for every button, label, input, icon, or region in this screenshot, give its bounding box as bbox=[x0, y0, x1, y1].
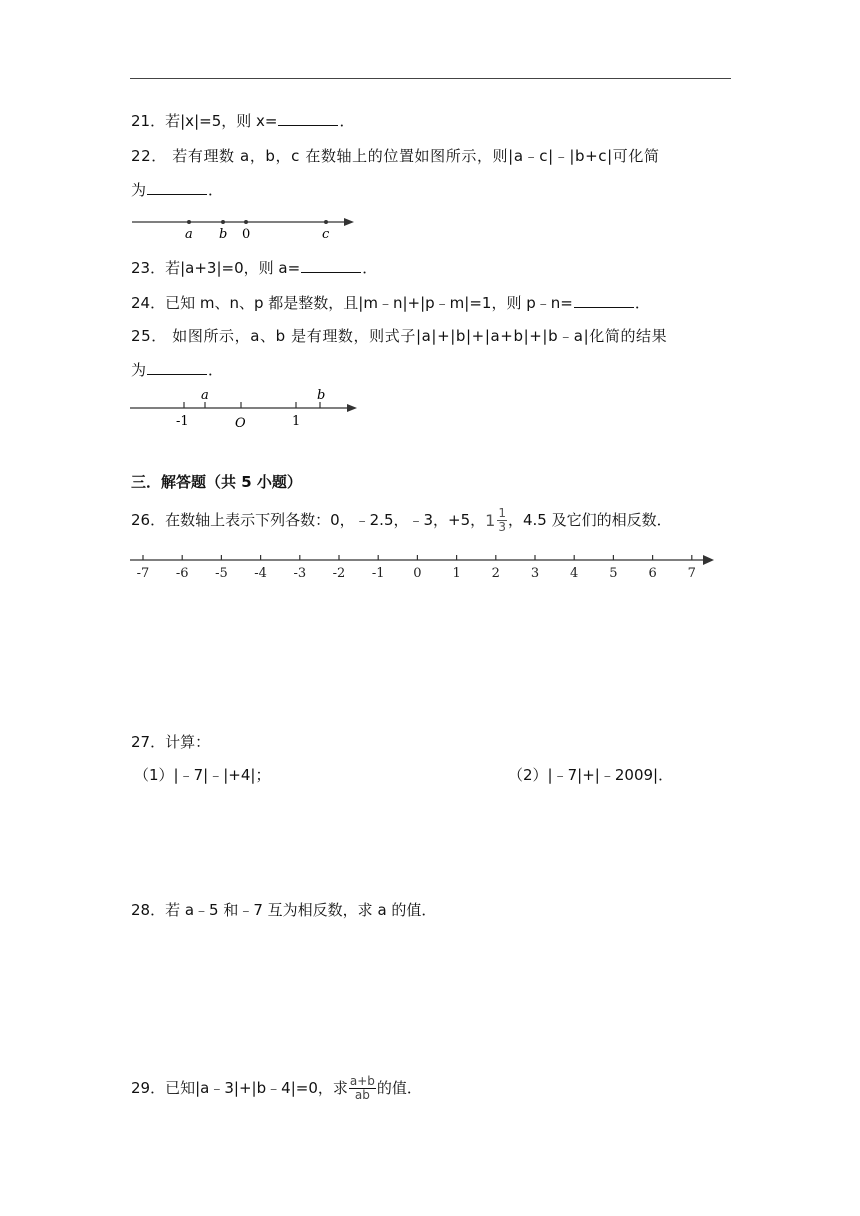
fraction-numerator: 1 bbox=[498, 506, 506, 520]
answer-blank[interactable] bbox=[147, 360, 207, 375]
q23-text-before: 若 bbox=[165, 259, 181, 277]
q27-p2-mid: + bbox=[582, 766, 595, 784]
question-24 bbox=[131, 293, 650, 313]
q29-abs2-content: b﹣4 bbox=[256, 1079, 291, 1097]
q29-abs2: |b﹣4| bbox=[251, 1079, 296, 1097]
q25-abs1: |a| bbox=[415, 327, 438, 345]
part-label: （2） bbox=[508, 766, 548, 784]
q29-plus: + bbox=[238, 1079, 252, 1097]
q24-text-after: =1，则 p﹣n= bbox=[469, 294, 573, 312]
q25-label-neg1: -1 bbox=[176, 414, 189, 429]
q26-text-after: ，4.5 及它们的相反数． bbox=[507, 511, 672, 529]
q27-p1-end: ； bbox=[255, 766, 271, 784]
q27-p1-mid: ﹣ bbox=[208, 766, 224, 784]
axis-tick-label: -5 bbox=[215, 566, 228, 581]
axis-tick-label: -7 bbox=[136, 566, 150, 581]
q22-label-0: 0 bbox=[242, 227, 251, 242]
q25-abs3-content: a+b bbox=[490, 327, 524, 345]
q25-abs4: |b﹣a| bbox=[542, 327, 590, 345]
axis-tick-label: -6 bbox=[175, 566, 189, 581]
fraction-numerator: a+b bbox=[349, 1074, 375, 1088]
question-number: 21． bbox=[131, 112, 166, 130]
q29-abs1: |a﹣3| bbox=[195, 1079, 239, 1097]
q22-tail: 可化简 bbox=[612, 147, 660, 165]
question-26 bbox=[131, 505, 672, 535]
question-27-part1 bbox=[134, 765, 271, 785]
axis-tick-label: 6 bbox=[648, 566, 657, 581]
axis-tick-label: 2 bbox=[491, 566, 500, 581]
q25-abs4-content: b﹣a bbox=[548, 327, 584, 345]
q25-tail: 化简的结果 bbox=[589, 327, 668, 345]
q29-text-before: 29．已知 bbox=[131, 1079, 196, 1097]
q25-line2-text: 为 bbox=[131, 361, 147, 379]
q22-mid: ﹣ bbox=[553, 147, 570, 165]
axis-tick-label: 5 bbox=[609, 566, 618, 581]
axis-tick-label: 4 bbox=[570, 566, 579, 581]
q25-plus: + bbox=[437, 327, 451, 345]
q29-text-after: =0，求 bbox=[295, 1079, 348, 1097]
q23-abs: |a+3| bbox=[180, 259, 222, 277]
q27-p2-abs1: |﹣7| bbox=[547, 766, 583, 784]
axis-tick-label: 1 bbox=[452, 566, 461, 581]
part-label: （1） bbox=[134, 766, 174, 784]
question-22-line1 bbox=[131, 146, 660, 166]
fraction bbox=[497, 507, 507, 534]
q25-abs1-content: a bbox=[421, 327, 432, 345]
q25-abs2-content: b bbox=[455, 327, 467, 345]
q24-abs1: |m﹣n| bbox=[358, 294, 408, 312]
q27-p1-abs1: |﹣7| bbox=[173, 766, 209, 784]
axis-tick-label: -2 bbox=[332, 566, 346, 581]
q27-p2-abs1-content: ﹣7 bbox=[552, 766, 578, 784]
question-25-line1 bbox=[131, 326, 667, 346]
mixed-number bbox=[485, 506, 508, 536]
q27-p1-abs2: |+4| bbox=[223, 766, 256, 784]
q25-abs3: |a+b| bbox=[484, 327, 530, 345]
q22-abs2-content: b+c bbox=[574, 147, 608, 165]
fraction bbox=[349, 1075, 376, 1102]
q22-text: 22． 若有理数 a，b，c 在数轴上的位置如图所示，则 bbox=[131, 147, 509, 165]
answer-blank[interactable] bbox=[147, 180, 207, 195]
axis-tick-label: -4 bbox=[254, 566, 267, 581]
axis-tick-label: 7 bbox=[687, 566, 696, 581]
q22-abs1-content: a﹣c bbox=[513, 147, 549, 165]
q22-end: ． bbox=[208, 181, 224, 199]
question-28: 28．若 a﹣5 和﹣7 互为相反数，求 a 的值． bbox=[131, 901, 437, 919]
q22-abs2: |b+c| bbox=[569, 147, 613, 165]
q21-text-before: 若 bbox=[165, 112, 181, 130]
section-heading: 三．解答题（共 5 小题） bbox=[131, 473, 302, 491]
q22-abs1: |a﹣c| bbox=[508, 147, 554, 165]
q25-end: ． bbox=[208, 361, 224, 379]
q25-number-line bbox=[128, 386, 363, 432]
q27-p2-abs2: |﹣2009| bbox=[594, 766, 659, 784]
q24-abs1-content: m﹣n bbox=[363, 294, 403, 312]
q22-label-c: c bbox=[322, 227, 330, 242]
answer-blank[interactable] bbox=[278, 111, 338, 126]
q22-label-a: a bbox=[185, 227, 193, 242]
q23-end: ． bbox=[362, 259, 378, 277]
q21-abs: |x| bbox=[180, 112, 200, 130]
q25-plus: + bbox=[529, 327, 543, 345]
q26-text-before: 26．在数轴上表示下列各数：0，﹣2.5，﹣3，+5， bbox=[131, 511, 486, 529]
q27-p2-abs2-content: ﹣2009 bbox=[599, 766, 654, 784]
q21-end: ． bbox=[339, 112, 355, 130]
q21-text-after: =5，则 x= bbox=[199, 112, 278, 130]
q25-label-b: b bbox=[317, 388, 326, 403]
answer-blank[interactable] bbox=[574, 293, 634, 308]
q27-p1-abs1-content: ﹣7 bbox=[178, 766, 204, 784]
question-27-part2 bbox=[508, 765, 673, 785]
question-22-line2 bbox=[131, 180, 223, 200]
q21-abs-content: x bbox=[185, 112, 195, 130]
q25-abs2: |b| bbox=[450, 327, 472, 345]
q24-plus: + bbox=[407, 294, 421, 312]
axis-tick-label: -1 bbox=[371, 566, 385, 581]
q25-text: 25． 如图所示，a、b 是有理数，则式子 bbox=[131, 327, 416, 345]
q27-p2-end: ． bbox=[658, 766, 674, 784]
question-23 bbox=[131, 258, 377, 278]
q24-abs2-content: p﹣m bbox=[425, 294, 465, 312]
axis-tick-label: -3 bbox=[293, 566, 307, 581]
fraction-denominator: ab bbox=[354, 1088, 370, 1102]
q24-end: ． bbox=[634, 294, 650, 312]
q26-number-line bbox=[128, 548, 718, 582]
q23-text-after: =0，则 a= bbox=[221, 259, 301, 277]
q25-plus: + bbox=[471, 327, 485, 345]
question-25-line2 bbox=[131, 360, 223, 380]
q29-end: 的值． bbox=[376, 1079, 422, 1097]
q24-abs2: |p﹣m| bbox=[420, 294, 470, 312]
q22-label-b: b bbox=[219, 227, 228, 242]
answer-blank[interactable] bbox=[301, 258, 361, 273]
q25-label-1: 1 bbox=[292, 414, 301, 429]
fraction-denominator: 3 bbox=[498, 520, 506, 534]
q27-p1-abs2-content: +4 bbox=[228, 766, 251, 784]
q25-label-a: a bbox=[201, 388, 209, 403]
question-number: 23． bbox=[131, 259, 166, 277]
axis-tick-label: 0 bbox=[413, 566, 422, 581]
q22-line2-text: 为 bbox=[131, 181, 147, 199]
q25-label-origin: O bbox=[235, 416, 246, 431]
question-21 bbox=[131, 111, 354, 131]
question-27-title: 27．计算： bbox=[131, 733, 211, 751]
q22-number-line bbox=[130, 212, 360, 242]
header-rule bbox=[130, 78, 731, 79]
axis-tick-label: 3 bbox=[530, 566, 540, 581]
q23-abs-content: a+3 bbox=[185, 259, 217, 277]
mixed-whole: 1 bbox=[485, 510, 496, 530]
question-29 bbox=[131, 1072, 422, 1104]
q29-abs1-content: a﹣3 bbox=[200, 1079, 234, 1097]
q24-text: 24．已知 m、n、p 都是整数，且 bbox=[131, 294, 359, 312]
